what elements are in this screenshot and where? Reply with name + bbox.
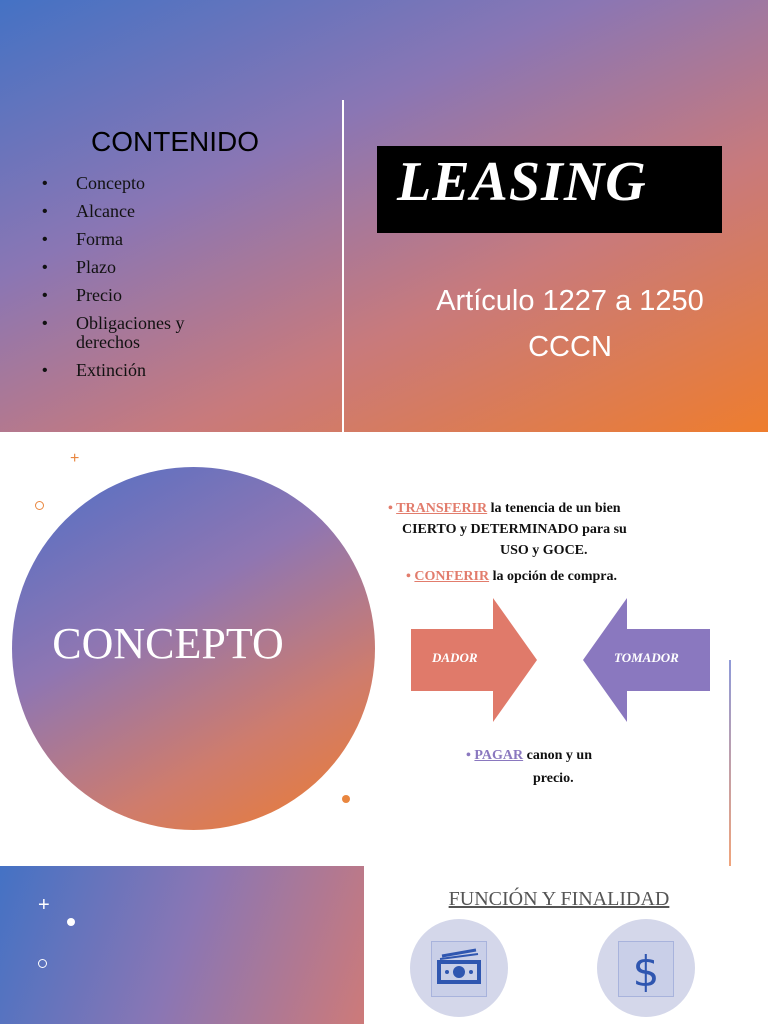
money-icon (431, 941, 487, 997)
slide-leasing-title (0, 0, 768, 432)
accent-line (729, 660, 731, 866)
contents-item-obligaciones: • Obligaciones y derechos (40, 314, 220, 352)
contents-item-alcance: • Alcance (40, 202, 220, 221)
dollar-icon-circle (597, 919, 695, 1017)
slide-concepto (0, 432, 768, 866)
bullet-transferir-text3: USO y GOCE. (500, 543, 588, 558)
bullet-pagar (466, 745, 666, 789)
arrow-tomador-label: TOMADOR (614, 650, 679, 665)
bullet-transferir (388, 498, 678, 561)
article-reference-line1: Artículo 1227 a 1250 (436, 285, 704, 317)
bullet-marker: • (388, 501, 393, 516)
gradient-panel (0, 866, 364, 1024)
plus-decoration: + (70, 450, 80, 467)
plus-decoration: + (38, 894, 50, 916)
main-title: LEASING (397, 151, 647, 213)
ring-decoration (35, 501, 44, 510)
contents-list (40, 174, 220, 389)
main-title-box (377, 146, 722, 233)
arrow-dador-label: DADOR (432, 650, 478, 665)
keyword-conferir: CONFERIR (414, 569, 490, 584)
svg-text:$: $ (632, 947, 660, 996)
contents-heading: CONTENIDO (91, 126, 259, 157)
keyword-pagar: PAGAR (474, 748, 524, 763)
contents-item-extincion: • Extinción (40, 361, 220, 380)
bullet-transferir-text2: CIERTO y DETERMINADO para su (402, 522, 627, 537)
bullet-marker: • (466, 748, 471, 763)
bullet-conferir (406, 566, 686, 587)
bullet-pagar-text1: canon y un (523, 748, 592, 763)
slide-funcion (0, 866, 768, 1024)
contents-item-forma: • Forma (40, 230, 220, 249)
article-reference (400, 278, 740, 370)
bullet-marker: • (406, 569, 411, 584)
article-reference-line2: CCCN (528, 331, 612, 363)
dot-decoration (67, 918, 75, 926)
keyword-transferir: TRANSFERIR (396, 501, 488, 516)
contents-item-precio: • Precio (40, 286, 220, 305)
ring-decoration (38, 959, 47, 968)
vertical-divider (342, 100, 344, 432)
concepto-title: CONCEPTO (52, 619, 284, 668)
contents-item-plazo: • Plazo (40, 258, 220, 277)
contents-item-concepto: • Concepto (40, 174, 220, 193)
money-icon-circle (410, 919, 508, 1017)
funcion-title: FUNCIÓN Y FINALIDAD (448, 888, 670, 910)
bullet-conferir-text: la opción de compra. (489, 569, 618, 584)
bullet-pagar-text2: precio. (533, 771, 574, 786)
dot-decoration (342, 795, 350, 803)
bullet-transferir-text1: la tenencia de un bien (487, 501, 621, 516)
dollar-sign-icon (618, 941, 674, 997)
